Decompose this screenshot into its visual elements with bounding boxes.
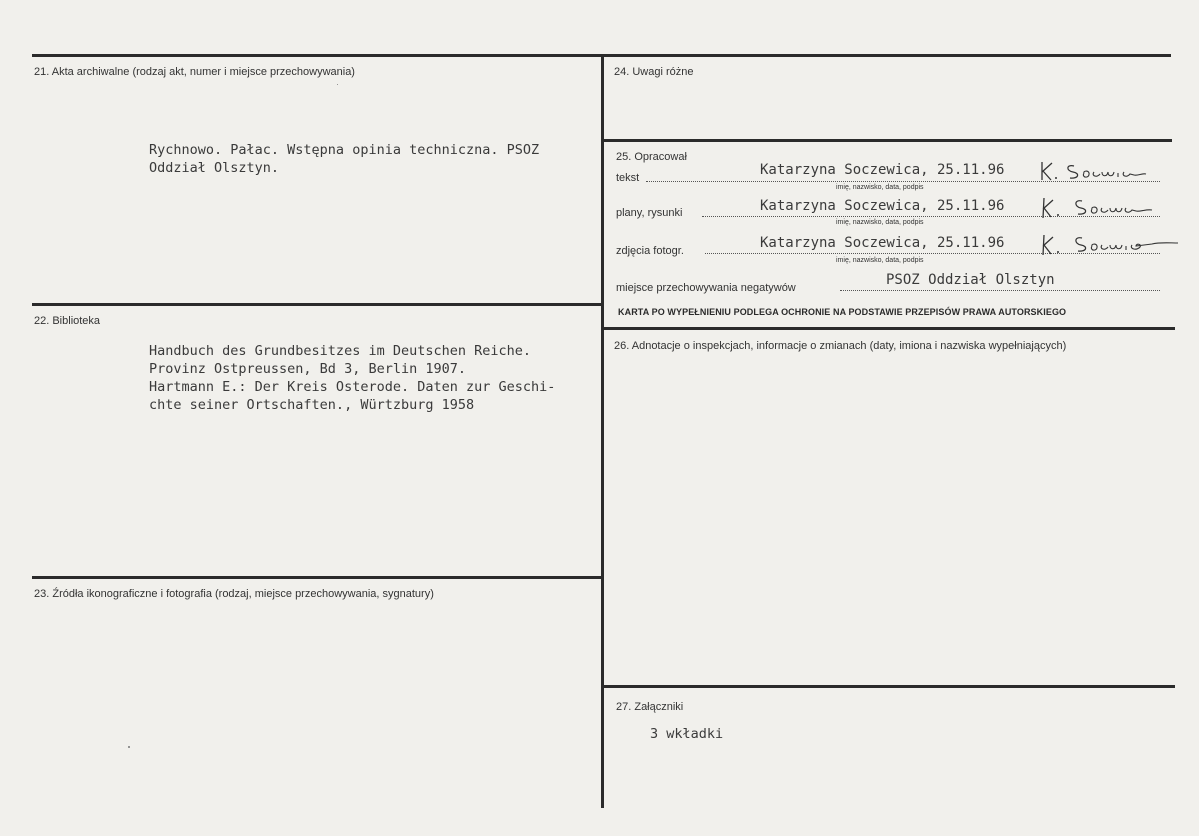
row-label-zdjecia: zdjęcia fotogr. <box>616 245 684 257</box>
center-divider <box>601 54 604 808</box>
section-22-label: 22. Biblioteka <box>34 315 101 327</box>
signature-plany <box>1036 194 1166 222</box>
author-value-zdjecia: Katarzyna Soczewica, 25.11.96 <box>760 235 1005 251</box>
section-27-label: 27. Załączniki <box>616 701 684 713</box>
rule-22-23 <box>32 576 603 579</box>
rule-25-26 <box>603 327 1175 330</box>
field-hint: imię, nazwisko, data, podpis <box>836 184 924 191</box>
text-line: Rychnowo. Pałac. Wstępna opinia techniczna. PSOZ <box>149 142 540 158</box>
text-line: Handbuch des Grundbesitzes im Deutschen Reiche. <box>149 343 532 359</box>
rule-26-27 <box>603 685 1175 688</box>
text-line: Hartmann E.: Der Kreis Osterode. Daten zur Geschi- <box>149 379 556 395</box>
row-label-plany: plany, rysunki <box>616 207 683 219</box>
paper-speck <box>128 746 130 748</box>
field-hint: imię, nazwisko, data, podpis <box>836 257 924 264</box>
row-label-tekst: tekst <box>616 172 640 184</box>
rule-21-22 <box>32 303 603 306</box>
text-line: Provinz Ostpreussen, Bd 3, Berlin 1907. <box>149 361 466 377</box>
signature-tekst <box>1036 158 1166 184</box>
section-25-label: 25. Opracował <box>616 151 687 163</box>
paper-speck <box>337 84 338 85</box>
dotted-line <box>840 290 1160 291</box>
negatives-value: PSOZ Oddział Olsztyn <box>886 272 1055 288</box>
signature-zdjecia <box>1036 231 1186 259</box>
section-21-content <box>149 141 539 177</box>
copyright-note: KARTA PO WYPEŁNIENIU PODLEGA OCHRONIE NA PODSTAWIE PRZEPISÓW PRAWA AUTORSKIEGO <box>618 307 1067 317</box>
section-26-label: 26. Adnotacje o inspekcjach, informacje o zmianach (daty, imiona i nazwiska wypełniających) <box>614 340 1067 352</box>
rule-24-25 <box>603 139 1172 142</box>
text-line: chte seiner Ortschaften., Würtzburg 1958 <box>149 397 475 413</box>
author-value-tekst: Katarzyna Soczewica, 25.11.96 <box>760 162 1005 178</box>
field-hint: imię, nazwisko, data, podpis <box>836 219 924 226</box>
section-27-value: 3 wkładki <box>650 726 724 742</box>
section-22-content <box>149 342 555 414</box>
section-21-label: 21. Akta archiwalne (rodzaj akt, numer i miejsce przechowywania) <box>34 66 355 78</box>
section-23-label: 23. Źródła ikonograficzne i fotografia (rodzaj, miejsce przechowywania, sygnatury) <box>34 588 434 600</box>
text-line: Oddział Olsztyn. <box>149 160 280 176</box>
section-24-label: 24. Uwagi różne <box>614 66 694 78</box>
author-value-plany: Katarzyna Soczewica, 25.11.96 <box>760 198 1005 214</box>
negatives-label: miejsce przechowywania negatywów <box>616 282 796 294</box>
